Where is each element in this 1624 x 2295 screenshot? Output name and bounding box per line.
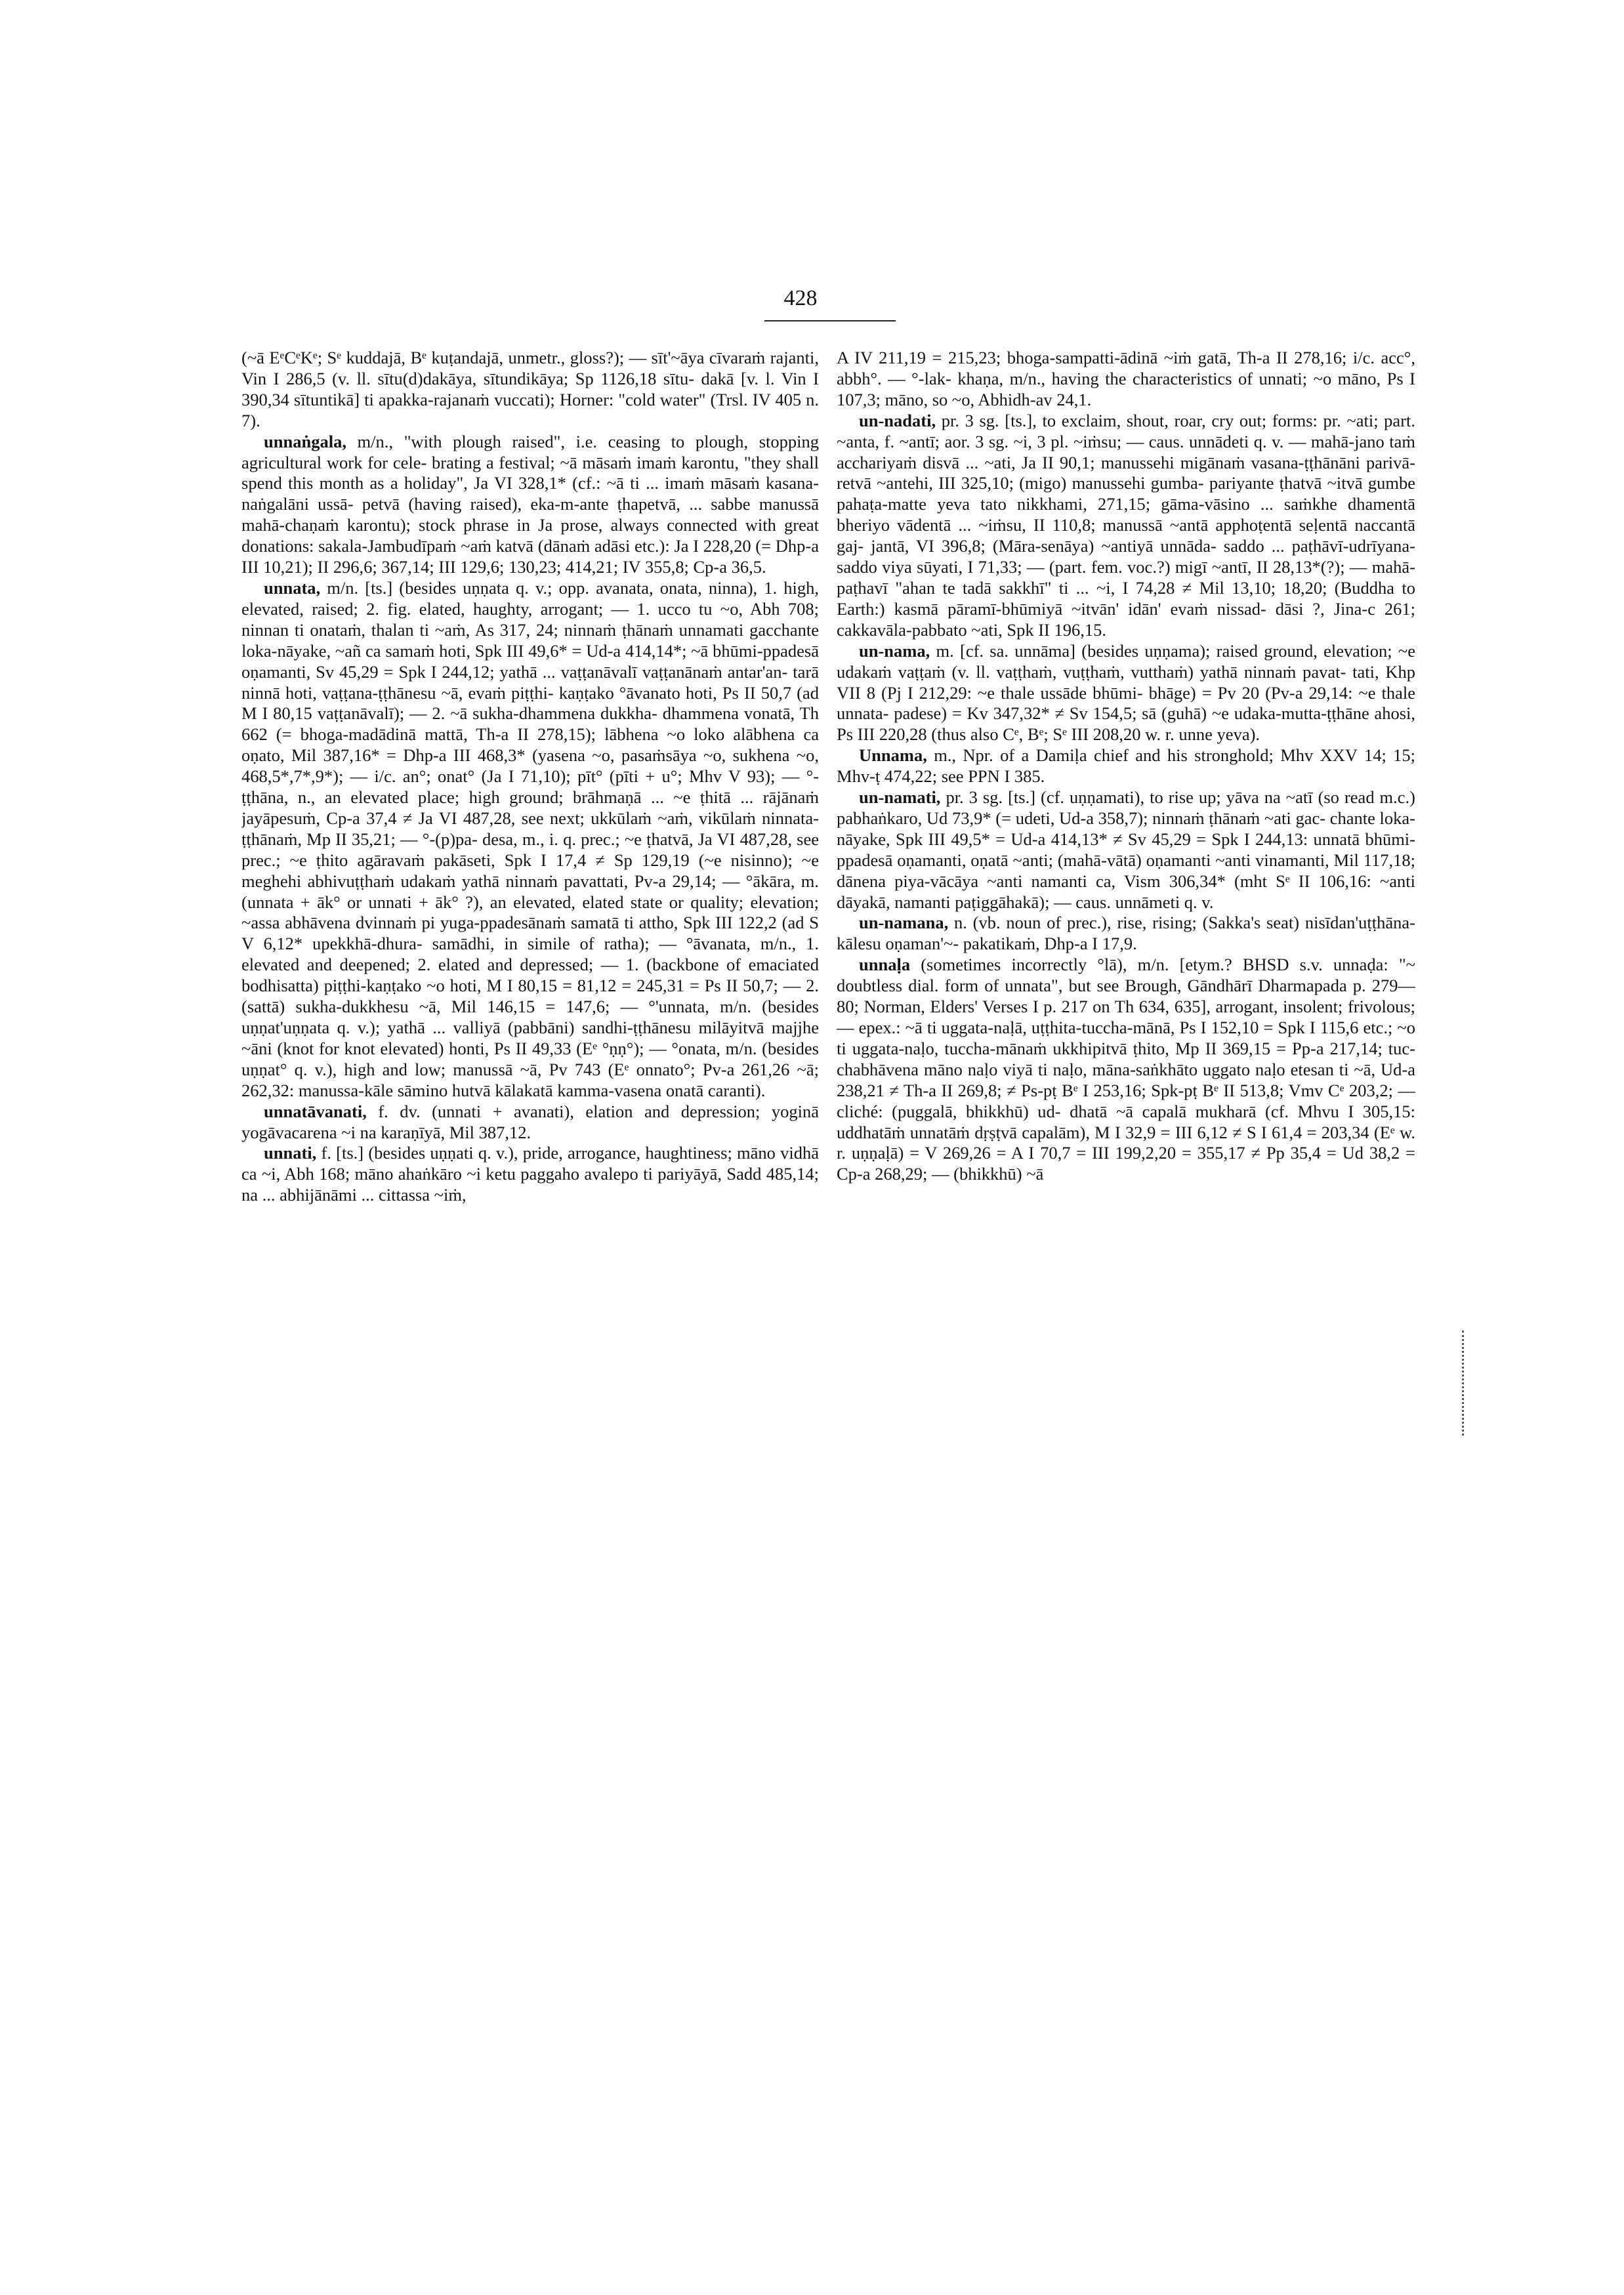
dictionary-entry	[837, 787, 1415, 913]
entry-headword: un-nadati,	[859, 410, 936, 430]
entry-body: pr. 3 sg. [ts.] (cf. uṇṇamati), to rise up; yāva na ~atī (so read m.c.) pabhaṅkaro, Ud 73,9* (= udeti, Ud-a 358,7); ninnaṁ ṭhānaṁ ~ati gac- chante loka-nāyake, Spk III 49,5* = Ud-a 414,13* ≠ Sv 45,29 = Spk I 244,13: unnatā bhūmi-ppadesā oṇamanti, oṇatā ~anti; (mahā-vātā) oṇamanti ~anti vinamanti, Mil 117,18; dānena piya-vācāya ~anti namanti ca, Vism 306,34* (mht Sᵉ II 106,16: ~anti dāyakā, namanti paṭiggāhakā); — caus. unnāmeti q. v.	[837, 787, 1415, 912]
entry-headword: un-nama,	[859, 640, 930, 661]
entry-headword: unnaṅgala,	[264, 431, 346, 451]
entry-headword: Unnama,	[859, 745, 927, 766]
entry-body: m/n., "with plough raised", i.e. ceasing to plough, stopping agricultural work for cele- brating a festival; ~ā māsaṁ imaṁ karontu, "they shall spend this month as a holiday", Ja VI 328,1* (cf.: ~ā ti ... imaṁ māsaṁ kasana-naṅgalāni ussā- petvā (having raised), eka-m-ante ṭhapetvā, ... sabbe manussā mahā-chaṇaṁ karontu); stock phrase in Ja prose, always connected with great donations: sakala-Jambudīpaṁ ~aṁ katvā (dānaṁ adāsi etc.): Ja I 228,20 (= Dhp-a III 10,21); II 296,6; 367,14; III 129,6; 130,23; 414,21; IV 355,8; Cp-a 36,5.	[241, 431, 819, 577]
entry-body: f. [ts.] (besides uṇṇati q. v.), pride, arrogance, haughtiness; māno vidhā ca ~i, Abh 168; māno ahaṅkāro ~i ketu paggaho avalepo ti pariyāyā, Sadd 485,14; na ... abhijānāmi ... cittassa ~iṁ,	[241, 1143, 819, 1205]
dictionary-entry	[837, 411, 1415, 641]
margin-mark	[1462, 1331, 1466, 1436]
dictionary-entry-continuation: (~ā EᵉCᵉKᵉ; Sᵉ kuddajā, Bᵉ kuṭandajā, unmetr., gloss?); — sīt'~āya cīvaraṁ rajanti, Vin I 286,5 (v. ll. sītu(d)dakāya, sītundikāya; Sp 1126,18 sītu- dakā [v. l. Vin I 390,34 sītuntikā] ti apakka-rajanaṁ vuccati); Horner: "cold water" (Trsl. IV 405 n. 7).	[241, 348, 819, 430]
dictionary-entry	[241, 1143, 819, 1206]
header-rule	[764, 320, 896, 321]
dictionary-entry	[241, 578, 819, 1102]
dictionary-entry	[837, 913, 1415, 955]
entry-body: pr. 3 sg. [ts.], to exclaim, shout, roar, cry out; forms: pr. ~ati; part. ~anta, f. ~antī; aor. 3 sg. ~i, 3 pl. ~iṁsu; — caus. unnādeti q. v. — mahā-jano taṁ acchariyaṁ disvā ... ~ati, Ja II 90,1; manussehi migānaṁ vasana-ṭṭhānāni parivā- retvā ~antehi, III 325,10; (migo) manussehi gumba- pariyante ṭhatvā ~itvā gumbe pahaṭa-matte yeva tato nikkhami, 271,15; gāma-vāsino ... saṁkhe dhamentā bheriyo vādentā ... ~iṁsu, II 110,8; manussā ~antā apphoṭentā seḷentā naccantā gaj- jantā, VI 396,8; (Māra-senāya) ~antiyā unnāda- saddo ... paṭhāvī-udrīyana-saddo viya sūyati, I 71,33; — (part. fem. voc.?) migī ~antī, II 28,13*(?); — mahā-paṭhavī "ahan te tadā sakkhī" ti ... ~i, I 74,28 ≠ Mil 13,10; 18,20; (Buddha to Earth:) kasmā pāramī-bhūmiyā ~itvān' idān' evaṁ nissad- dāsi ?, Jina-c 261; cakkavāla-pabbato ~ati, Spk II 196,15.	[837, 410, 1415, 640]
page-number: 428	[783, 286, 818, 310]
entry-body: m/n. [ts.] (besides uṇṇata q. v.; opp. avanata, onata, ninna), 1. high, elevated, raised; 2. fig. elated, haughty, arrogant; — 1. ucco tu ~o, Abh 708; ninnan ti onataṁ, thalan ti ~aṁ, As 317, 24; ninnaṁ ṭhānaṁ unnamati gacchante loka-nāyake, ~añ ca samaṁ hoti, Spk III 49,6* = Ud-a 414,14*; ~ā bhūmi-ppadesā oṇamanti, Sv 45,29 = Spk I 244,12; yathā ... vaṭṭanāvalī vaṭṭanānaṁ antar'an- tarā ninnā hoti, vaṭṭana-ṭṭhānesu ~ā, evaṁ piṭṭhi- kaṇṭako °āvanato hoti, Ps II 50,7 (ad M I 80,15 vaṭṭanāvalī); — 2. ~ā sukha-dhammena dukkha- dhammena vonatā, Th 662 (= bhoga-madādinā mattā, Th-a II 278,15); lābhena ~o loko alābhena ca oṇato, Mil 387,16* = Dhp-a III 468,3* (yasena ~o, pasaṁsāya ~o, sukhena ~o, 468,5*,7*,9*); — i/c. an°; onat° (Ja I 71,10); pīt° (pīti + u°; Mhv V 93); — °-ṭṭhāna, n., an elevated place; high ground; brāhmaṇā ... ~e ṭhitā ... rājānaṁ jayāpesuṁ, Cp-a 37,4 ≠ Ja VI 487,28, see next; ukkūlaṁ ~aṁ, vikūlaṁ ninnata-ṭṭhānaṁ, Mp II 35,21; — °-(p)pa- desa, m., i. q. prec.; ~e ṭhatvā, Ja VI 487,28, see prec.; ~e ṭhito agāravaṁ pakāseti, Spk I 17,4 ≠ Sp 129,19 (~e nisinno); ~e meghehi abhivuṭṭhaṁ udakaṁ yathā ninnaṁ pavattati, Pv-a 29,14; — °ākāra, m. (unnata + āk° or unnati + āk° ?), an elevated, elated state or quality; elevation; ~assa abhāvena dvinnaṁ pi yuga-ppadesānaṁ samatā ti attho, Spk III 122,2 (ad S V 6,12* upekkhā-dhura- samādhi, in simile of ratha); — °āvanata, m/n., 1. elevated and deepened; 2. elated and depressed; — 1. (backbone of emaciated bodhisatta) piṭṭhi-kaṇṭako ~o hoti, M I 80,15 = 81,12 = 245,31 = Ps II 50,7; — 2. (sattā) sukha-dukkhesu ~ā, Mil 146,15 = 147,6; — °'unnata, m/n. (besides uṇṇat'uṇṇata q. v.); yathā ... valliyā (pabbāni) sandhi-ṭṭhānesu milāyitvā majjhe ~āni (knot for knot elevated) honti, Ps II 49,33 (Eᵉ °ṇṇ°); — °onata, m/n. (besides uṇṇat° q. v.), high and low; manussā ~ā, Pv 743 (Eᵉ onnato°; Pv-a 261,26 ~ā; 262,32: manussa-kāle sāmino hutvā kālakatā kamma-vasena onatā caranti).	[241, 577, 819, 1100]
entry-headword: unnaḷa	[859, 955, 911, 975]
entry-headword: un-namana,	[859, 913, 949, 933]
dictionary-entry	[241, 1102, 819, 1144]
entry-body: f. dv. (unnati + avanati), elation and depression; yoginā yogāvacarena ~i na karaṇīyā, Mil 387,12.	[241, 1101, 819, 1142]
entry-body: m., Npr. of a Damiḷa chief and his stronghold; Mhv XXV 14; 15; Mhv-ṭ 474,22; see PPN I 385.	[837, 745, 1415, 787]
entry-headword: unnata,	[264, 577, 321, 598]
dictionary-entry	[241, 432, 819, 578]
dictionary-entry	[837, 745, 1415, 787]
entry-headword: unnatāvanati,	[264, 1101, 367, 1121]
entry-body: (sometimes incorrectly °lā), m/n. [etym.? BHSD s.v. unnaḍa: "~ doubtless dial. form of unnata", but see Brough, Gāndhārī Dharmapada p. 279—80; Norman, Elders' Verses I p. 217 on Th 634, 635], arrogant, insolent; frivolous; — epex.: ~ā ti uggata-naḷā, uṭṭhita-tuccha-mānā, Ps I 152,10 = Spk I 115,6 etc.; ~o ti uggata-naḷo, tuccha-mānaṁ ukkhipitvā ṭhito, Mp II 369,15 = Pp-a 217,14; tuc- chabhāvena māno naḷo viyā ti naḷo, māna-saṅkhāto uggato naḷo etesan ti ~ā, Ud-a 238,21 ≠ Th-a II 269,8; ≠ Ps-pṭ Bᵉ I 253,16; Spk-pṭ Bᵉ II 513,8; Vmv Cᵉ 203,2; — cliché: (puggalā, bhikkhū) ud- dhatā ~ā capalā mukharā (cf. Mhvu I 305,15: uddhatāṁ unnatāṁ dṛṣṭvā capalām), M I 32,9 = III 6,12 ≠ S I 61,4 = 203,34 (Eᵉ w. r. uṇṇaḷā) = V 269,26 = A I 70,7 = III 199,2,20 = 355,17 ≠ Pp 35,4 = Ud 38,2 = Cp-a 268,29; — (bhikkhū) ~ā	[837, 955, 1415, 1184]
left-column	[241, 348, 819, 1739]
entry-body: n. (vb. noun of prec.), rise, rising; (Sakka's seat) nisīdan'uṭṭhāna-kālesu oṇaman'~- pakatikaṁ, Dhp-a I 17,9.	[837, 913, 1415, 954]
entry-body: m. [cf. sa. unnāma] (besides uṇṇama); raised ground, elevation; ~e udakaṁ vaṭṭaṁ (v. ll. vaṭṭhaṁ, vuṭṭhaṁ, vutthaṁ) yathā ninnaṁ pavat- tati, Khp VII 8 (Pj I 212,29: ~e thale ussāde bhūmi- bhāge) = Pv 20 (Pv-a 29,14: ~e thale unnata- padese) = Kv 347,32* ≠ Sv 154,5; sā (guhā) ~e udaka-mutta-ṭṭhāne ahosi, Ps III 220,28 (thus also Cᵉ, Bᵉ; Sᵉ III 208,20 w. r. unne yeva).	[837, 640, 1415, 745]
right-column	[837, 348, 1415, 1739]
dictionary-entry-continuation: A IV 211,19 = 215,23; bhoga-sampatti-ādinā ~iṁ gatā, Th-a II 278,16; i/c. acc°, abbh°. — °-lak- khaṇa, m/n., having the characteristics of unnati; ~o māno, Ps I 107,3; māno, so ~o, Abhidh-av 24,1.	[837, 348, 1415, 409]
dictionary-entry	[837, 955, 1415, 1185]
entry-headword: un-namati,	[859, 787, 941, 808]
entry-headword: unnati,	[264, 1143, 317, 1163]
dictionary-entry	[837, 641, 1415, 746]
